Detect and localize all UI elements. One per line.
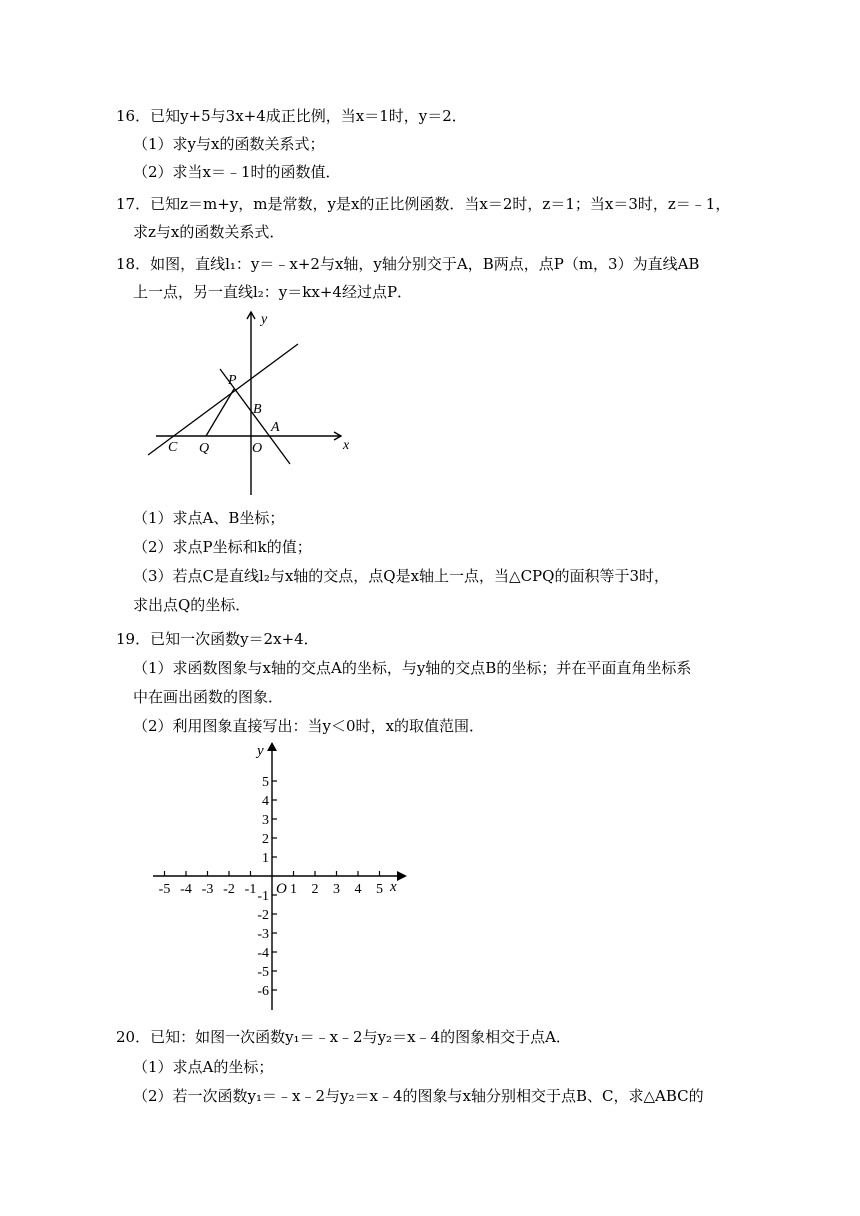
q17-continuation: 求z与x的函数关系式．: [133, 223, 285, 241]
q19-coordinate-grid: [145, 738, 415, 1018]
q19-x-tick-label: 5: [376, 882, 383, 897]
q16-part1: （1）求y与x的函数关系式；: [133, 135, 325, 153]
q19-y-tick-label: -1: [257, 889, 269, 904]
q19-label-origin: O: [276, 881, 287, 897]
q18-segment-pq: [206, 389, 234, 436]
q18-continuation: 上一点，另一直线l₂：y＝kx+4经过点P．: [133, 283, 413, 301]
q18-part2: （2）求点P坐标和k的值；: [133, 538, 312, 556]
q18-label-o: O: [252, 441, 263, 456]
q19-part2: （2）利用图象直接写出：当y＜0时，x的取值范围．: [133, 717, 485, 735]
q19-x-tick-label: 1: [290, 882, 297, 897]
q20-part1: （1）求点A的坐标；: [133, 1058, 274, 1076]
q16-part2: （2）求当x＝﹣1时的函数值．: [133, 163, 341, 181]
q19-x-tick-label: -5: [158, 882, 171, 897]
q19-x-tick-label: 4: [354, 882, 362, 897]
q19-y-tick-label: -4: [257, 946, 269, 961]
q20-part2: （2）若一次函数y₁＝﹣x﹣2与y₂＝x﹣4的图象与x轴分别相交于点B、C，求△ABC的: [133, 1087, 704, 1105]
q19-y-tick-label: -6: [257, 984, 269, 999]
q18-label-q: Q: [199, 441, 210, 456]
q19-part1: （1）求函数图象与x轴的交点A的坐标，与y轴的交点B的坐标；并在平面直角坐标系: [133, 659, 692, 677]
q18-continuation2: 求出点Q的坐标．: [133, 596, 251, 614]
q16-stem: 16．已知y+5与3x+4成正比例，当x＝1时，y＝2．: [116, 107, 467, 125]
q19-y-tick-label: 2: [262, 832, 269, 847]
q19-y-tick-label: 1: [262, 851, 269, 866]
q18-line-l2: [148, 344, 298, 455]
q19-y-tick-label: -2: [257, 908, 269, 923]
q19-y-tick-label: 3: [262, 813, 269, 828]
q19-x-tick-label: -1: [244, 882, 257, 897]
q18-figure: [140, 305, 370, 500]
q19-x-tick-label: -2: [223, 882, 235, 897]
q18-label-b: B: [253, 402, 262, 417]
q18-label-a: A: [271, 420, 280, 435]
q19-label-x: x: [390, 879, 397, 895]
q19-x-tick-label: -3: [201, 882, 214, 897]
q20-stem: 20．已知：如图一次函数y₁＝﹣x﹣2与y₂＝x﹣4的图象相交于点A．: [116, 1028, 571, 1046]
q18-stem: 18．如图，直线l₁：y＝﹣x+2与x轴，y轴分别交于A，B两点，点P（m，3）为直线AB: [116, 255, 700, 273]
q19-x-arrow: [397, 871, 407, 881]
q18-part3: （3）若点C是直线l₂与x轴的交点，点Q是x轴上一点，当△CPQ的面积等于3时，: [133, 567, 669, 585]
q19-x-tick-label: -4: [180, 882, 192, 897]
q18-label-x: x: [343, 438, 350, 453]
q18-part1: （1）求点A、B坐标；: [133, 509, 285, 527]
q18-label-p: P: [228, 373, 237, 388]
q18-label-y: y: [261, 312, 268, 327]
q19-y-tick-label: 4: [262, 794, 269, 809]
q17-stem: 17．已知z＝m+y，m是常数，y是x的正比例函数．当x＝2时，z＝1；当x＝3时，z＝﹣1，: [116, 195, 731, 213]
q19-label-y: y: [257, 743, 264, 759]
q19-x-tick-label: 2: [311, 882, 319, 897]
q19-y-tick-label: 5: [262, 775, 269, 790]
q19-continuation: 中在画出函数的图象．: [133, 688, 284, 706]
q19-y-tick-label: -5: [257, 965, 269, 980]
q19-x-tick-label: 3: [333, 882, 340, 897]
q19-stem: 19．已知一次函数y＝2x+4．: [116, 630, 319, 648]
q19-y-tick-label: -3: [257, 927, 269, 942]
q19-y-arrow: [267, 742, 277, 751]
q18-label-c: C: [168, 440, 178, 455]
